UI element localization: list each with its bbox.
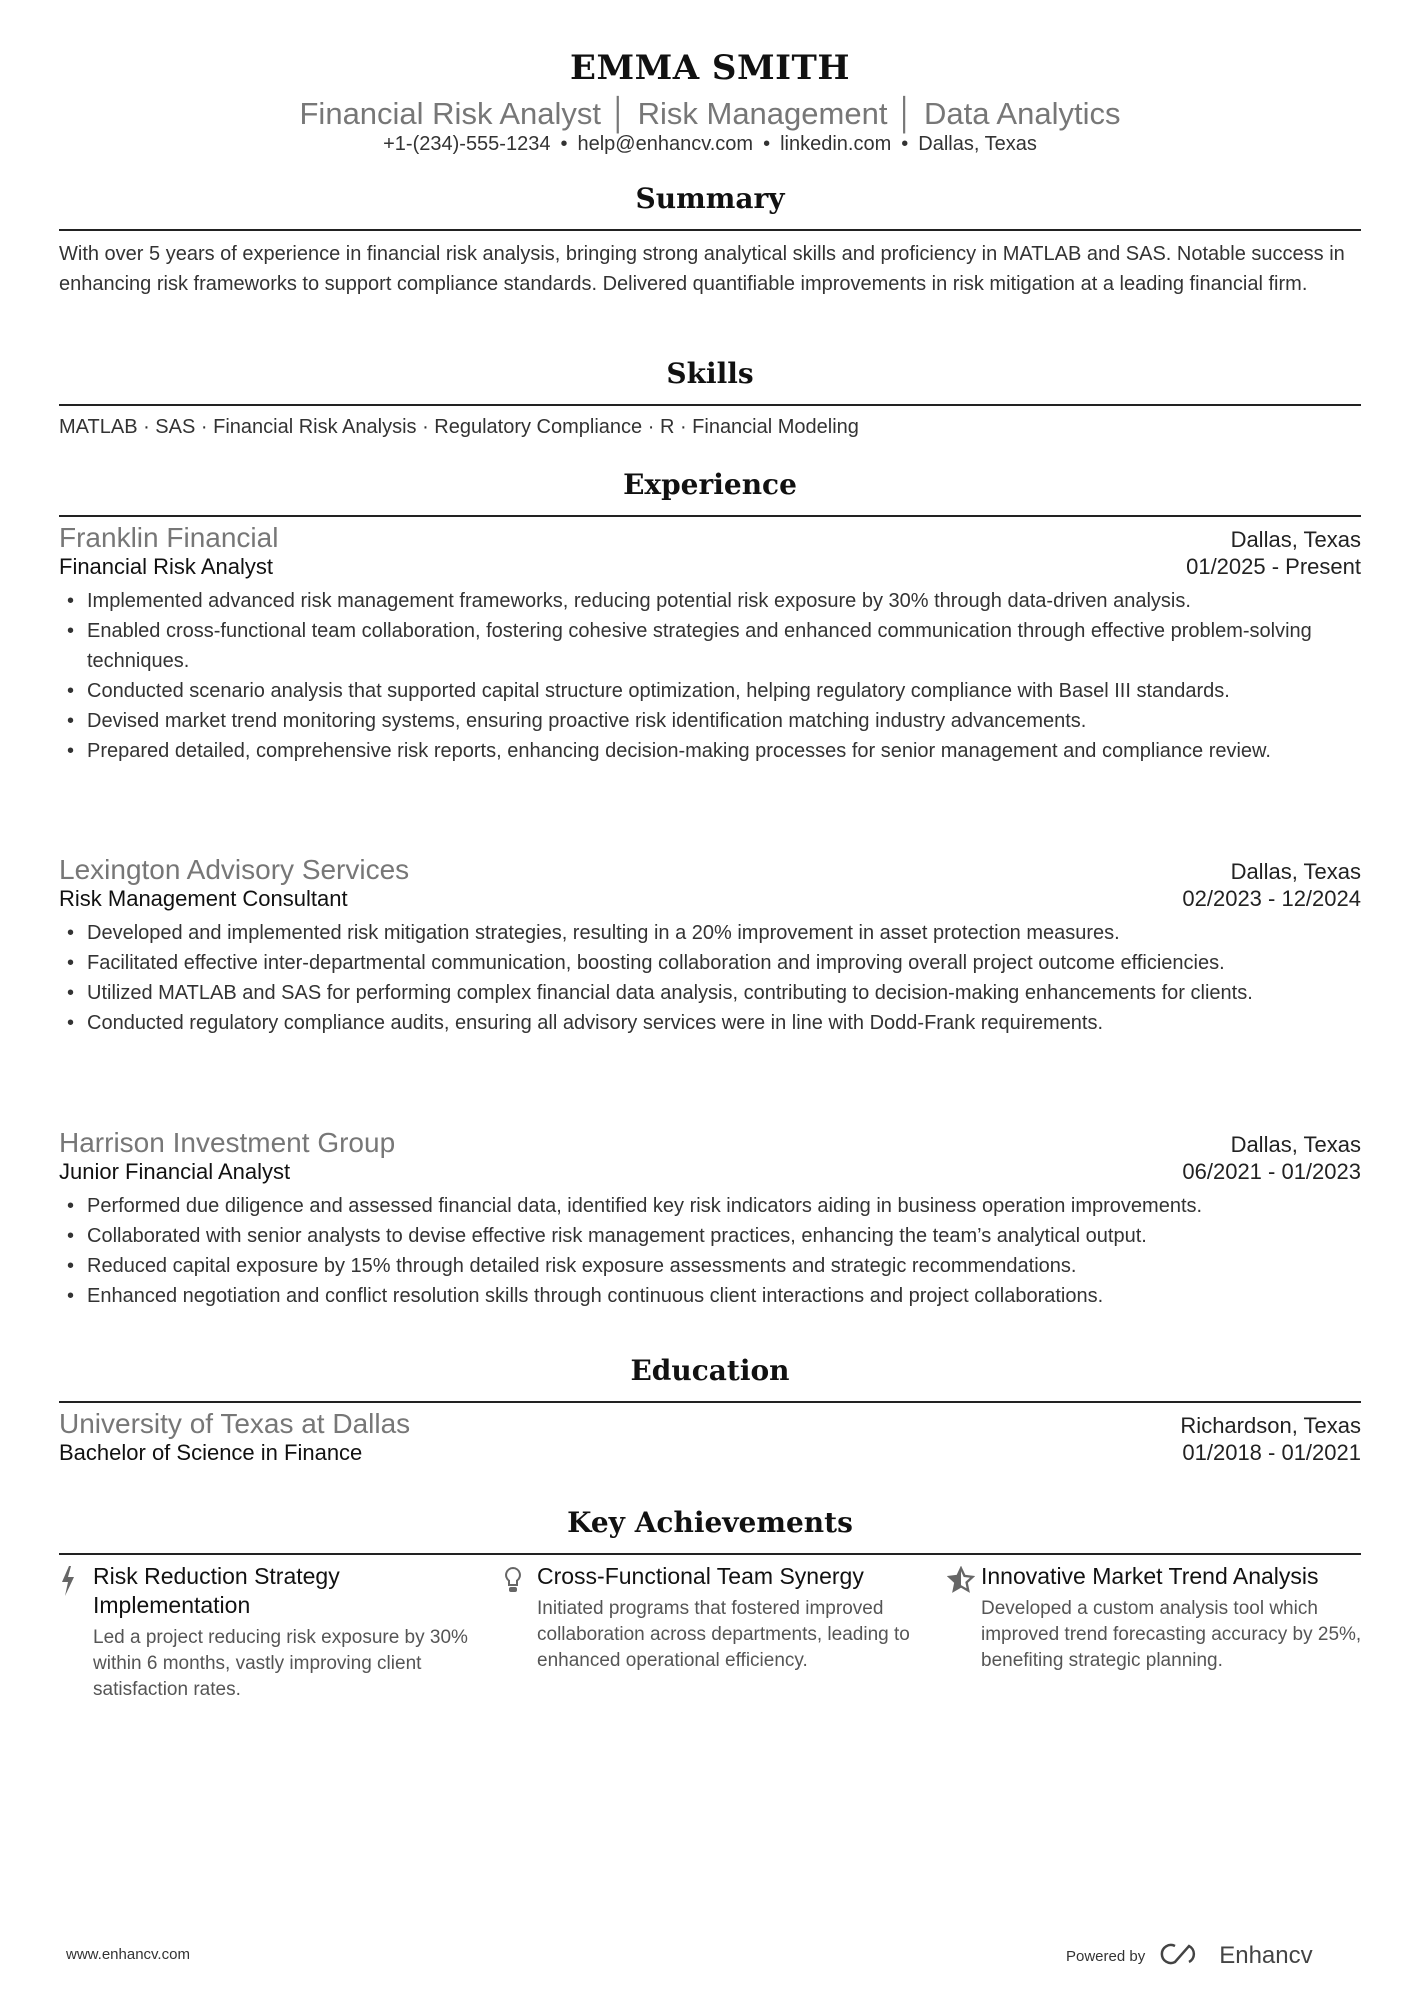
achievement-title: Innovative Market Trend Analysis [981,1563,1319,1589]
bullet: • Performed due diligence and assessed financial data, identified key risk indicators aiding in business operation improvements. [59,1191,1361,1221]
company-name: Lexington Advisory Services [59,854,410,885]
enhancv-logo-icon [1159,1942,1205,1970]
school-name: University of Texas at Dallas [59,1408,411,1439]
bullet: • Conducted regulatory compliance audits, ensuring all advisory services were in line with Dodd-Frank requirements. [59,1008,1361,1038]
footer-branding [1066,1942,1313,1970]
skills-text: MATLAB · SAS · Financial Risk Analysis · Regulatory Compliance · R · Financial Modeling [59,416,859,438]
candidate-name: EMMA SMITH [570,48,850,88]
achievement-item [947,1562,1367,1674]
divider [59,1553,1361,1555]
footer-website[interactable]: www.enhancv.com [66,1946,190,1963]
achievement-title: Cross-Functional Team Synergy [537,1563,864,1589]
job-location: Dallas, Texas [1230,859,1361,884]
job-role: Risk Management Consultant [59,886,348,911]
achievements-heading: Key Achievements [567,1506,853,1539]
bullet: • Utilized MATLAB and SAS for performing complex financial data analysis, contributing to decision-making enhancements for clients. [59,978,1361,1008]
job-dates: 01/2025 - Present [1186,554,1361,579]
candidate-title: Financial Risk Analyst │ Risk Management │ Data Analytics [299,96,1121,131]
divider [59,515,1361,517]
job-entry [59,1127,1361,1311]
summary-text: With over 5 years of experience in financial risk analysis, bringing strong analytical skills and proficiency in MATLAB and SAS. Notable success in enhancing risk frameworks to support compliance standards. Delivered quantifiable improvements in risk mitigation at a leading financial firm. [59,243,1345,295]
bullet: • Conducted scenario analysis that supported capital structure optimization, helping regulatory compliance with Basel III standards. [59,676,1361,706]
achievement-title: Risk Reduction Strategy Implementation [93,1563,340,1618]
divider [59,404,1361,406]
summary-heading: Summary [635,182,785,215]
job-role: Financial Risk Analyst [59,554,273,579]
company-name: Harrison Investment Group [59,1127,396,1158]
experience-heading: Experience [623,468,797,501]
job-entry [59,522,1361,766]
enhancv-brand: Enhancv [1219,1942,1313,1969]
education-dates: 01/2018 - 01/2021 [1182,1440,1361,1465]
separator: • [560,133,568,155]
job-dates: 02/2023 - 12/2024 [1182,886,1361,911]
divider [59,1401,1361,1403]
separator: • [763,133,771,155]
bolt-icon [59,1562,93,1703]
achievement-item [503,1562,923,1674]
job-role: Junior Financial Analyst [59,1159,291,1184]
skills-heading: Skills [666,357,754,390]
company-name: Franklin Financial [59,522,279,553]
bullet: • Reduced capital exposure by 15% through detailed risk exposure assessments and strategic recommendations. [59,1251,1361,1281]
education-entry [59,1408,1361,1466]
job-location: Dallas, Texas [1230,1132,1361,1157]
contact-line [59,133,1361,156]
phone: +1-(234)-555-1234 [383,133,551,155]
achievement-text: Developed a custom analysis tool which improved trend forecasting accuracy by 25%, benefiting strategic planning. [981,1598,1362,1671]
bullet: • Enabled cross-functional team collaboration, fostering cohesive strategies and enhanced communication through effective problem-solving techniques. [59,616,1361,676]
lightbulb-icon [503,1562,537,1674]
powered-by-label: Powered by [1066,1947,1146,1965]
bullet: • Facilitated effective inter-departmental communication, boosting collaboration and improving overall project outcome efficiencies. [59,948,1361,978]
linkedin[interactable]: linkedin.com [780,133,892,155]
bullet: • Developed and implemented risk mitigation strategies, resulting in a 20% improvement in asset protection measures. [59,918,1361,948]
bullet: • Prepared detailed, comprehensive risk reports, enhancing decision-making processes for senior management and compliance review. [59,736,1361,766]
bullet: • Enhanced negotiation and conflict resolution skills through continuous client interactions and project collaborations. [59,1281,1361,1311]
achievement-item [59,1562,479,1703]
location: Dallas, Texas [918,133,1037,155]
school-location: Richardson, Texas [1180,1413,1361,1438]
bullet: • Implemented advanced risk management frameworks, reducing potential risk exposure by 30% through data-driven analysis. [59,586,1361,616]
bullet: • Devised market trend monitoring systems, ensuring proactive risk identification matching industry advancements. [59,706,1361,736]
job-location: Dallas, Texas [1230,527,1361,552]
achievement-text: Led a project reducing risk exposure by 30% within 6 months, vastly improving client satisfaction rates. [93,1627,468,1700]
degree: Bachelor of Science in Finance [59,1440,363,1465]
job-entry [59,854,1361,1038]
education-heading: Education [630,1354,790,1387]
email[interactable]: help@enhancv.com [577,133,754,155]
divider [59,229,1361,231]
achievement-text: Initiated programs that fostered improved collaboration across departments, leading to enhanced operational efficiency. [537,1598,910,1671]
star-icon [947,1562,981,1674]
separator: • [901,133,909,155]
bullet: • Collaborated with senior analysts to devise effective risk management practices, enhancing the team’s analytical output. [59,1221,1361,1251]
job-dates: 06/2021 - 01/2023 [1182,1159,1361,1184]
